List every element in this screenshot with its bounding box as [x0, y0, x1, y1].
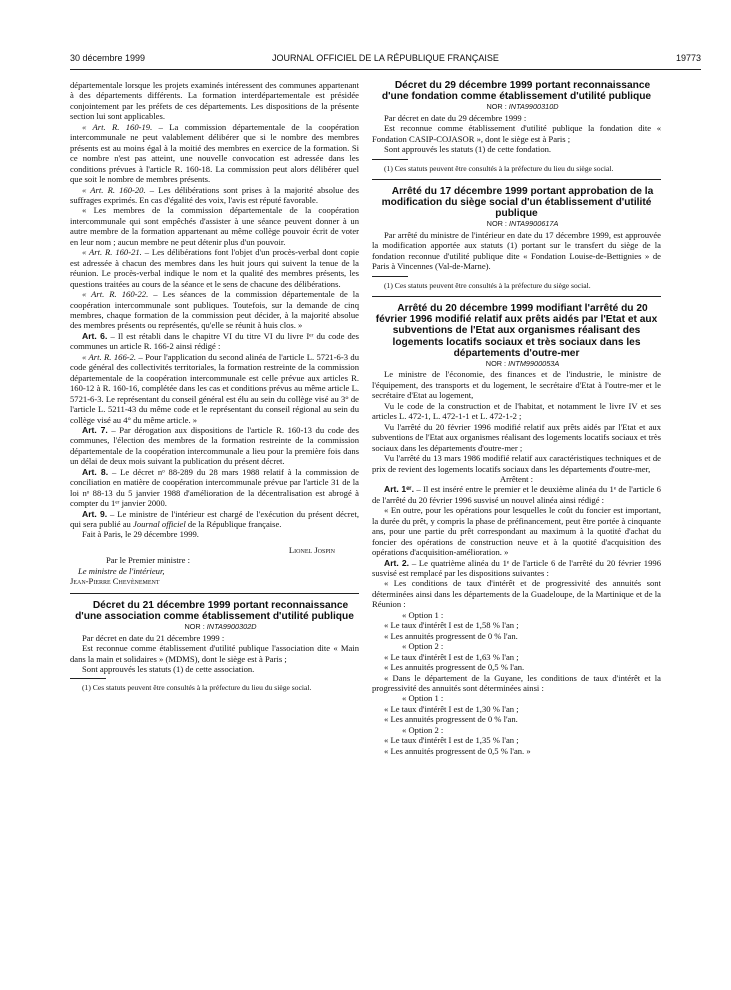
paragraph: départementale lorsque les projets examinés intéressent des communes appartenant à des départements différents. La formation interdépartementale est présidée conjointement par les préfets de ces départements. Les dispositions de la présente section lui sont applicables.	[70, 80, 359, 122]
article-8: Art. 8. – Le décret nᵒ 88-289 du 28 mars 1988 relatif à la commission de conciliation en matière de coopération intercommunale prévue par l'article 31 de la loi nᵒ 88-13 du 5 janvier 1988 d'amélioration de la décentralisation est abrogé à compter du 1ᵉʳ janvier 2000.	[70, 466, 359, 509]
footnote: (1) Ces statuts peuvent être consultés à la préfecture du lieu du siège social.	[384, 163, 614, 173]
paragraph: « Art. R. 160-19. – La commission départementale de la coopération intercommunale ne peut valablement délibérer que si le nombre des membres présents est au moins égal à la moitié des membres en exercice de la formation. Si ce nombre n'est pas atteint, une nouvelle convocation est adressée dans les conditions prévues à l'article R. 160-18. La commission peut alors délibérer quel que soit le nombre de membres présents.	[70, 121, 359, 185]
option-label: « Option 1 :	[402, 609, 444, 620]
paragraph: Vu le code de la construction et de l'habitat, et notamment le livre IV et ses articles L. 472-1, L. 472-1-1 et L. 472-1-2 ;	[372, 400, 661, 422]
article-2: Art. 2. – Le quatrième alinéa du 1ᵉ de l'article 6 de l'arrêté du 20 février 1996 susvisé est remplacé par les dispositions suivantes :	[372, 557, 661, 579]
arrete-title: Arrêté du 17 décembre 1999 portant approbation de la modification du siège social d'un établissement d'utilité publique	[381, 185, 654, 220]
decree-title: Décret du 21 décembre 1999 portant reconnaissance d'une association comme établissement d'utilité publique	[75, 599, 354, 622]
article-6: Art. 6. – Il est rétabli dans le chapitre VI du titre VI du livre Iᵉʳ du code des communes un article R. 166-2 ainsi rédigé :	[70, 330, 360, 352]
paragraph: Vu l'arrêté du 20 février 1996 modifié relatif aux prêts aidés par l'Etat et aux subventions de l'Etat aux organismes réalisant des logements locatifs sociaux et très sociaux dans les départements d'outre-mer ;	[372, 421, 661, 453]
paragraph: Par arrêté du ministre de l'intérieur en date du 17 décembre 1999, est approuvée la modification apportée aux statuts (1) portant sur le transfert du siège de la fondation reconnue d'utilité publique dite « Fondation Louise-de-Bettignies » de Paris à Vincennes (Val-de-Marne).	[372, 229, 661, 272]
paragraph: Sont approuvés les statuts (1) de cette association.	[82, 663, 255, 674]
footnote: (1) Ces statuts peuvent être consultés à la préfecture du siège social.	[384, 280, 591, 290]
section-divider	[372, 296, 661, 297]
list-item: « Le taux d'intérêt I est de 1,63 % l'an ;	[384, 651, 519, 662]
footnote-rule	[372, 159, 408, 160]
paragraph: Par décret en date du 21 décembre 1999 :	[82, 632, 225, 643]
left-column	[70, 80, 359, 693]
paragraph: Le ministre de l'économie, des finances et de l'industrie, le ministre de l'équipement, des transports et du logement, le secrétaire d'Etat à l'outre-mer et le secrétaire d'Etat au logement,	[372, 369, 661, 401]
paragraph: « Art. R. 160-22. – Les séances de la commission départementale de la coopération intercommunale sont publiques. Toutefois, sur la demande de cinq membres, chaque formation de la commission peut décider, à la majorité absolue des membres présents ou représentés, qu'elle se réunit à huis clos. »	[70, 289, 360, 331]
section-divider	[372, 179, 661, 180]
paragraph: Est reconnue comme établissement d'utilité publique l'association dite « Main dans la main et solidaires » (MDMS), dont le siège est à Paris ;	[70, 643, 359, 664]
paragraph: « Les membres de la commission départementale de la coopération intercommunale qui sont empêchés d'assister à une séance peuvent donner à un autre membre de la formation appartenant au même collège pouvoir écrit de voter en leur nom ; aucun membre ne peut détenir plus d'un pouvoir.	[70, 205, 359, 247]
list-item: « Les annuités progressent de 0,5 % l'an. »	[384, 745, 531, 756]
paragraph: « Art. R. 160-20. – Les délibérations sont prises à la majorité absolue des suffrages exprimés. En cas d'égalité des voix, l'avis est réputé favorable.	[70, 184, 360, 205]
section-divider	[70, 593, 359, 594]
paragraph: « Art. R. 166-2. – Pour l'application du second alinéa de l'article L. 5721-6-3 du code général des collectivités territoriales, la formation restreinte de la commission départementale de la coopération intercommunale est celle prévue aux articles R. 160-12 à R. 160-16, complétée dans les cas et conditions prévus au même article L. 5721-6-3. Le représentant du conseil général est élu au sein du collège visé au 3° de l'article L. 5211-43 du même code et le représentant du conseil régional au sein du collège visé au 4° du même article. »	[70, 351, 360, 425]
list-item: « Les annuités progressent de 0,5 % l'an.	[384, 662, 525, 673]
footnote: (1) Ces statuts peuvent être consultés à la préfecture du lieu du siège social.	[82, 683, 312, 693]
header-date: 30 décembre 1999	[70, 53, 146, 63]
header-journal-title: JOURNAL OFFICIEL DE LA RÉPUBLIQUE FRANÇAISE	[272, 53, 499, 63]
list-item: « Le taux d'intérêt I est de 1,30 % l'an ;	[384, 703, 519, 714]
article-1: Art. 1ᵉʳ. – Il est inséré entre le premier et le deuxième alinéa du 1ᵉ de l'article 6 de l'arrêté du 20 février 1996 susvisé un nouvel alinéa ainsi rédigé :	[372, 484, 661, 505]
nor-reference: NOR : INTM9900053A	[485, 358, 560, 368]
list-item: « Les annuités progressent de 0 % l'an.	[384, 714, 518, 725]
page-header	[70, 53, 701, 70]
nor-reference: NOR : INTA9900302D	[184, 622, 257, 632]
minister-title: Le ministre de l'intérieur,	[78, 565, 165, 576]
option-label: « Option 2 :	[402, 724, 444, 735]
right-column	[372, 80, 661, 756]
list-item: « Le taux d'intérêt I est de 1,58 % l'an ;	[384, 620, 519, 631]
countersign-line: Par le Premier ministre :	[106, 555, 191, 566]
article-7: Art. 7. – Par dérogation aux dispositions de l'article R. 160-13 du code des communes, l'élection des membres de la formation restreinte de la commission départementale de la coopération intercommunale a lieu pour la première fois dans un délai de deux mois suivant la publication du présent décret.	[70, 424, 359, 467]
option-label: « Option 2 :	[402, 641, 444, 652]
minister-name: Jean-Pierre Chevènement	[70, 576, 160, 587]
paragraph: « Art. R. 160-21. – Les délibérations font l'objet d'un procès-verbal dont copie est adressée à chacun des membres dans les huit jours qui suivent la tenue de la réunion. Le procès-verbal indique le nom et la qualité des membres présents, les questions traitées au cours de la séance et le sens de chacune des délibérations.	[70, 247, 360, 289]
article-9: Art. 9. – Le ministre de l'intérieur est chargé de l'exécution du présent décret, qui sera publié au Journal officiel de la République française.	[70, 508, 359, 530]
footnote-rule	[70, 678, 106, 679]
nor-reference: NOR : INTA9900617A	[486, 219, 559, 229]
paragraph: « Dans le département de la Guyane, les conditions de taux d'intérêt et la progressivité des annuités sont déterminées ainsi :	[372, 672, 661, 694]
paragraph: « En outre, pour les opérations pour lesquelles le coût du foncier est important, la durée du prêt, y compris la phase de préfinancement, peut être portée à cinquante ans, pour une partie du prêt correspondant au maximum à la quotité d'achat du foncier des opérations de construction neuve et à la quotité d'acquisition des opérations d'acquisition-amélioration. »	[372, 505, 661, 558]
footnote-rule	[372, 276, 408, 277]
option-label: « Option 1 :	[402, 693, 444, 704]
list-item: « Le taux d'intérêt I est de 1,35 % l'an ;	[384, 735, 519, 746]
signatory: Lionel Jospin	[288, 544, 335, 555]
list-item: « Les annuités progressent de 0 % l'an.	[384, 630, 518, 641]
arretent-heading: Arrêtent :	[499, 473, 534, 484]
paragraph: Par décret en date du 29 décembre 1999 :	[384, 112, 527, 123]
header-page-number: 19773	[675, 53, 701, 63]
paragraph: Est reconnue comme établissement d'utilité publique la fondation dite « Fondation CASIP-COJASOR », dont le siège est à Paris ;	[372, 123, 661, 144]
signature-date: Fait à Paris, le 29 décembre 1999.	[82, 529, 199, 540]
arrete-title: Arrêté du 20 décembre 1999 modifiant l'arrêté du 20 février 1996 modifié relatif aux prêts aidés par l'Etat et aux subventions de l'Etat aux organismes réalisant des logements locatifs sociaux et très sociaux dans les départements d'outre-mer	[375, 302, 658, 359]
paragraph: « Les conditions de taux d'intérêt et de progressivité des annuités sont déterminées ainsi dans les départements de la Guadeloupe, de la Martinique et de la Réunion :	[372, 578, 661, 610]
nor-reference: NOR : INTA9900310D	[486, 102, 559, 112]
paragraph: Sont approuvés les statuts (1) de cette fondation.	[384, 144, 552, 155]
decree-title: Décret du 29 décembre 1999 portant reconnaissance d'une fondation comme établissement d'utilité publique	[381, 80, 652, 103]
paragraph: Vu l'arrêté du 13 mars 1986 modifié relatif aux caractéristiques techniques et de prix de revient des logements locatifs sociaux dans les départements d'outre-mer,	[372, 453, 661, 474]
